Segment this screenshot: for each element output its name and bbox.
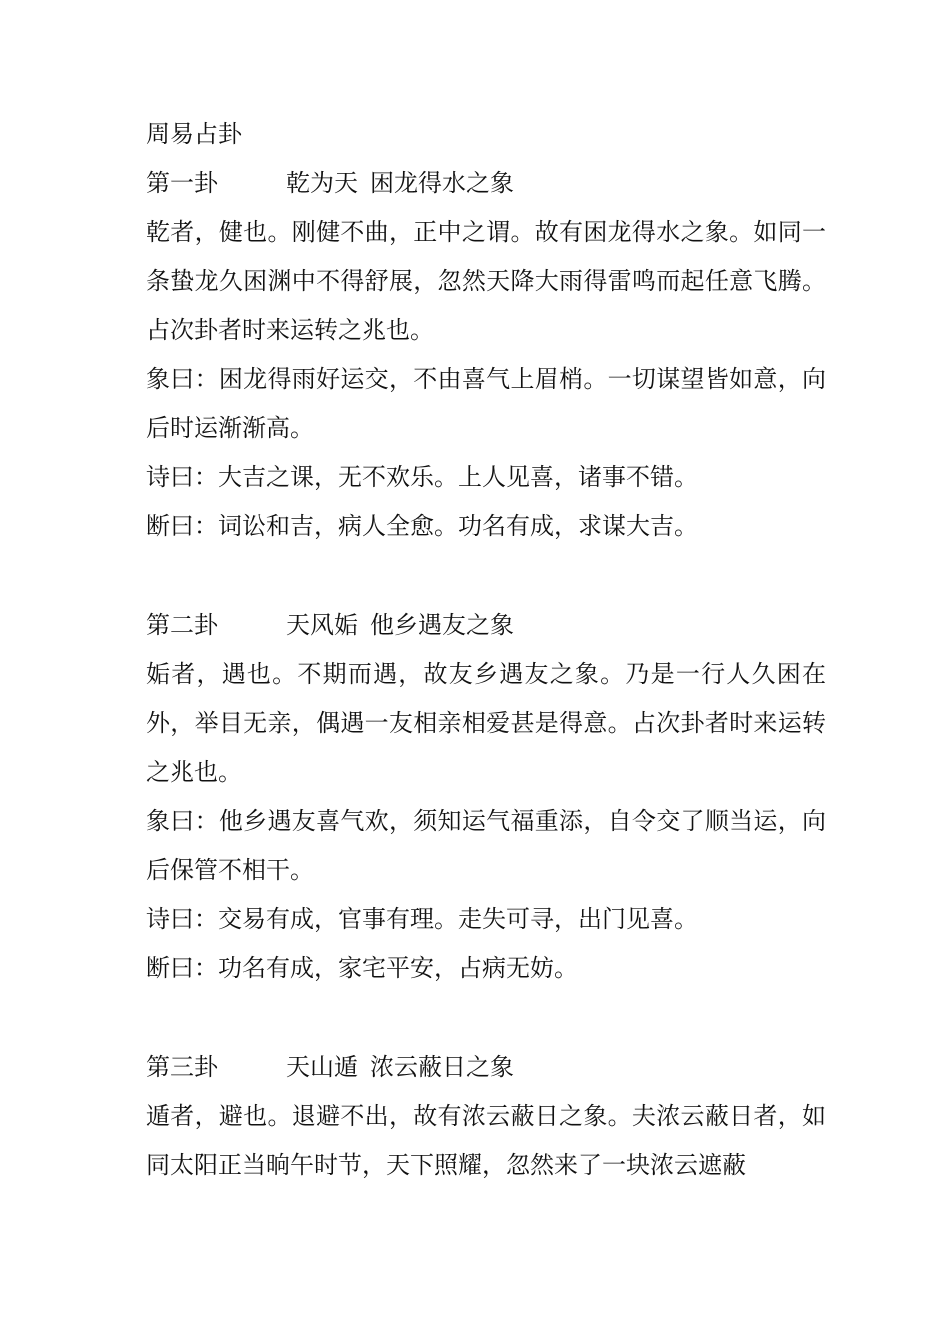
hexagram-intro: 姤者，遇也。不期而遇，故友乡遇友之象。乃是一行人久困在外，举目无亲，偶遇一友相亲相爱甚是得意。占次卦者时来运转之兆也。 [146, 660, 826, 786]
hexagram-image: 浓云蔽日之象 [370, 1053, 514, 1081]
hexagram-duan: 断曰：功名有成，家宅平安，占病无妨。 [146, 954, 578, 982]
hexagram-number: 第三卦 [146, 1053, 218, 1081]
document-title: 周易占卦 [146, 120, 242, 148]
hexagram-section-3 [146, 1043, 826, 1190]
hexagram-intro: 乾者，健也。刚健不曲，正中之谓。故有困龙得水之象。如同一条蛰龙久困渊中不得舒展，忽然天降大雨得雷鸣而起任意飞腾。占次卦者时来运转之兆也。 [146, 218, 826, 344]
hexagram-shi: 诗曰：交易有成，官事有理。走失可寻，出门见喜。 [146, 905, 698, 933]
hexagram-heading [146, 601, 826, 650]
hexagram-heading [146, 1043, 826, 1092]
hexagram-name: 天风姤 [286, 611, 358, 639]
hexagram-number: 第一卦 [146, 169, 218, 197]
hexagram-section-2 [146, 601, 826, 993]
hexagram-image: 他乡遇友之象 [370, 611, 514, 639]
hexagram-name: 乾为天 [286, 169, 358, 197]
hexagram-shi: 诗曰：大吉之课，无不欢乐。上人见喜，诸事不错。 [146, 463, 698, 491]
hexagram-name: 天山遁 [286, 1053, 358, 1081]
hexagram-section-1 [146, 159, 826, 551]
hexagram-xiang: 象曰：困龙得雨好运交，不由喜气上眉梢。一切谋望皆如意，向后时运渐渐高。 [146, 365, 826, 442]
hexagram-intro: 遁者，避也。退避不出，故有浓云蔽日之象。夫浓云蔽日者，如同太阳正当晌午时节，天下照耀，忽然来了一块浓云遮蔽 [146, 1102, 826, 1179]
hexagram-heading [146, 159, 826, 208]
hexagram-xiang: 象曰：他乡遇友喜气欢，须知运气福重添，自令交了顺当运，向后保管不相干。 [146, 807, 826, 884]
section-spacer [146, 551, 826, 601]
hexagram-number: 第二卦 [146, 611, 218, 639]
hexagram-image: 困龙得水之象 [370, 169, 514, 197]
document-page [146, 110, 826, 1190]
section-spacer [146, 993, 826, 1043]
hexagram-duan: 断曰：词讼和吉，病人全愈。功名有成，求谋大吉。 [146, 512, 698, 540]
